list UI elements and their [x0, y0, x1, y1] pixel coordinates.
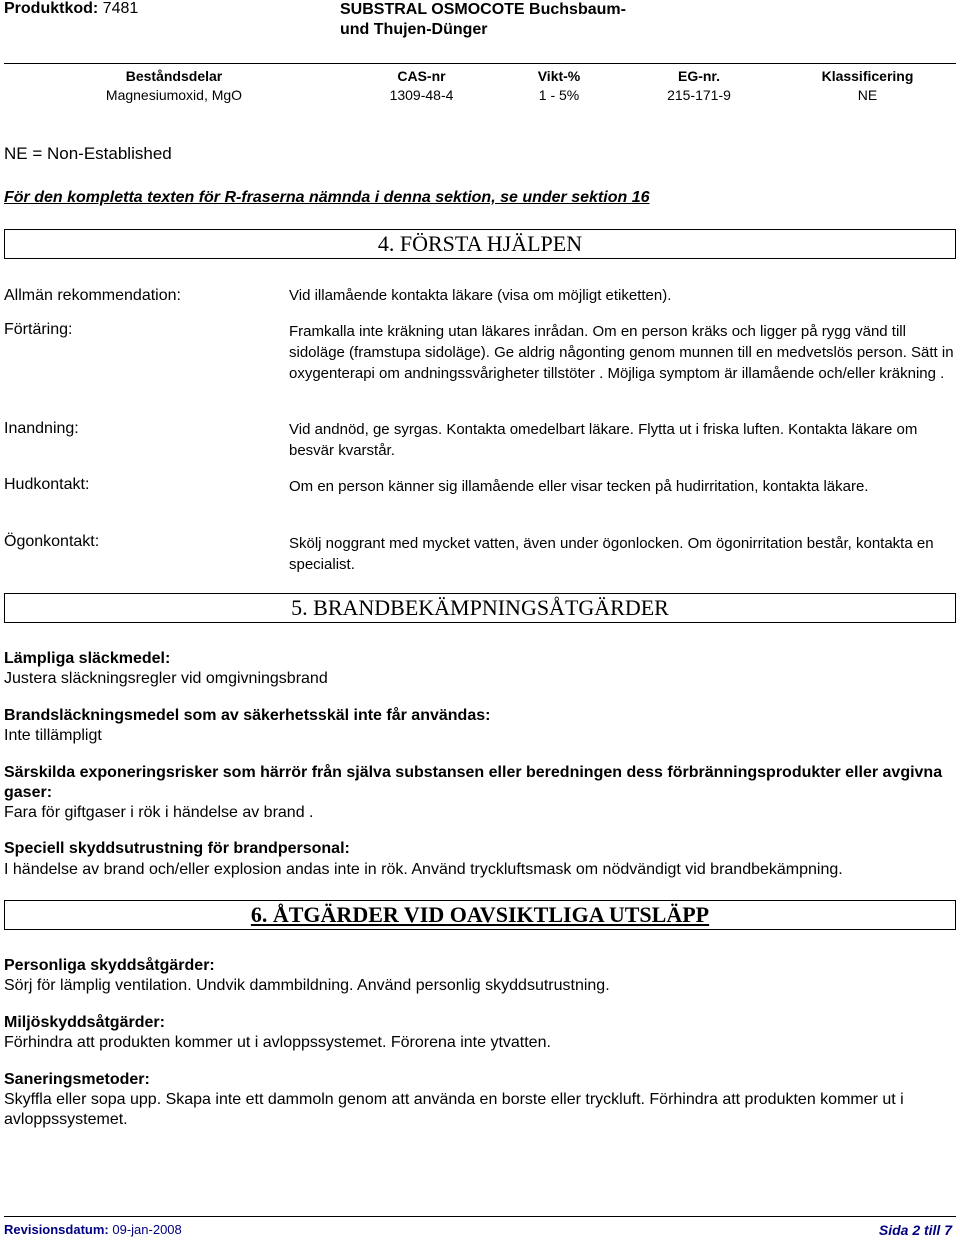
cleanup-text: Skyffla eller sopa upp. Skapa inte ett dammoln genom att använda en borste eller tryckluft. Förhindra att produkten kommer ut i avloppssystemet. [4, 1091, 904, 1128]
text-general: Vid illamående kontakta läkare (visa om möjligt etiketten). [289, 287, 672, 304]
column-header: Vikt-% [537, 67, 581, 84]
text-eye: Skölj noggrant med mycket vatten, även under ögonlocken. Om ögonirritation består, kontakta en specialist. [289, 535, 934, 573]
label-eye: Ögonkontakt: [4, 533, 100, 550]
text-ingestion: Framkalla inte kräkning utan läkares inrådan. Om en person kräks och ligger på rygg vänd till sidoläge (framstupa sidoläge). Ge aldrig någonting genom munnen till en medvetslös person. Sätt in oxygenterapi om andningssvårigheter tillstöter . Möjliga symptom är illamående och/eller kräkning . [289, 323, 954, 382]
cell-eg: 215-171-9 [667, 86, 731, 103]
label-skin: Hudkontakt: [4, 476, 90, 493]
hazards-head: Särskilda exponeringsrisker som härrör från själva substansen eller beredningen dess förbränningsprodukter eller avgivna gaser: [4, 764, 943, 801]
revision-date [4, 1222, 182, 1237]
r-phrase-note: För den kompletta texten för R-fraserna nämnda i denna sektion, se under sektion 16 [4, 189, 650, 206]
table-row [4, 85, 956, 104]
unsuitable-head: Brandsläckningsmedel som av säkerhetsskäl inte får användas: [4, 707, 491, 724]
protective-head: Speciell skyddsutrustning för brandpersonal: [4, 840, 350, 857]
section6-header [4, 900, 956, 930]
label-inhalation: Inandning: [4, 420, 79, 437]
composition-table [4, 66, 956, 104]
label-general: Allmän rekommendation: [4, 287, 181, 304]
column-header: Beståndsdelar [125, 67, 223, 84]
label-ingestion: Förtäring: [4, 321, 73, 338]
revision-label: Revisionsdatum: [4, 1222, 109, 1237]
column-header: CAS-nr [397, 67, 446, 84]
column-header: EG-nr. [677, 67, 720, 84]
footer-divider [4, 1216, 956, 1217]
text-inhalation: Vid andnöd, ge syrgas. Kontakta omedelbart läkare. Flytta ut i friska luften. Kontakta läkare om besvär kvarstår. [289, 421, 918, 459]
section5-title: 5. BRANDBEKÄMPNINGSÅTGÄRDER [291, 595, 669, 620]
product-code-value: 7481 [102, 0, 139, 17]
composition-header-row [4, 66, 956, 85]
unsuitable-text: Inte tillämpligt [4, 727, 102, 744]
cell-classification: NE [857, 86, 878, 103]
personal-text: Sörj för lämplig ventilation. Undvik dammbildning. Använd personlig skyddsutrustning. [4, 977, 610, 994]
cell-weight: 1 - 5% [538, 86, 580, 103]
header-divider [4, 63, 956, 64]
section4-title: 4. FÖRSTA HJÄLPEN [377, 231, 583, 256]
personal-head: Personliga skyddsåtgärder: [4, 957, 215, 974]
section5-header [4, 593, 956, 623]
section6-title: 6. ÅTGÄRDER VID OAVSIKTLIGA UTSLÄPP [250, 902, 710, 927]
cell-substance: Magnesiumoxid, MgO [105, 86, 243, 103]
extinguishing-text: Justera släckningsregler vid omgivningsbrand [4, 670, 328, 687]
page-number: Sida 2 till 7 [878, 1222, 952, 1238]
section4-header [4, 229, 956, 259]
revision-value: 09-jan-2008 [112, 1222, 182, 1237]
cell-cas: 1309-48-4 [389, 86, 454, 103]
product-name-line2: und Thujen-Dünger [340, 21, 488, 38]
cleanup-head: Saneringsmetoder: [4, 1071, 150, 1088]
product-code [4, 0, 138, 18]
extinguishing-head: Lämpliga släckmedel: [4, 650, 171, 667]
protective-text: I händelse av brand och/eller explosion andas inte in rök. Använd tryckluftsmask om nödvändigt vid brandbekämpning. [4, 861, 843, 878]
product-code-label: Produktkod: [4, 0, 99, 17]
environment-head: Miljöskyddsåtgärder: [4, 1014, 165, 1031]
hazards-text: Fara för giftgaser i rök i händelse av brand . [4, 804, 314, 821]
ne-note: NE = Non-Established [4, 144, 172, 163]
environment-text: Förhindra att produkten kommer ut i avloppssystemet. Förorena inte ytvatten. [4, 1034, 551, 1051]
text-skin: Om en person känner sig illamående eller visar tecken på hudirritation, kontakta läkare. [289, 478, 869, 495]
product-name [340, 0, 626, 40]
column-header: Klassificering [821, 67, 914, 84]
product-name-line1: SUBSTRAL OSMOCOTE Buchsbaum- [340, 1, 626, 18]
